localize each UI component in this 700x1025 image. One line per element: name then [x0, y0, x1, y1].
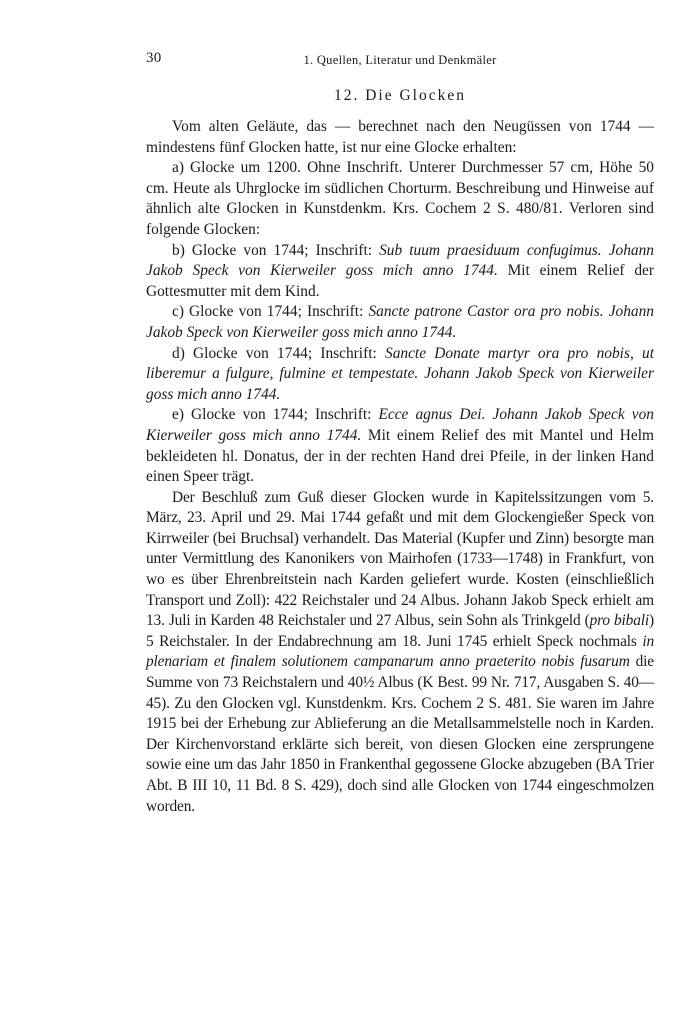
- paragraph-intro: Vom alten Geläute, das — berechnet nach den Neugüssen von 1744 — mindestens fünf Glocken hatte, ist nur eine Glocke erhalten:: [146, 118, 654, 156]
- inscription-e: Ecce agnus Dei. Johann Jakob Speck von Kierweiler goss mich anno 1744.: [146, 406, 655, 444]
- body-text: [146, 117, 654, 817]
- inscription-d: Sancte Donate martyr ora pro nobis, ut liberemur a fulgure, fulmine et tempestate. Johann Jakob Speck von Kierweiler goss mich anno 1744.: [146, 344, 654, 403]
- section-title: 12. Die Glocken: [333, 87, 466, 104]
- inscription-b: Sub tuum praesiduum confugimus. Johann Jakob Speck von Kierweiler goss mich anno 1744.: [146, 241, 654, 280]
- inscription-c: Sancte patrone Castor ora pro nobis. Johann Jakob Speck von Kierweiler goss mich anno 1744.: [146, 303, 654, 341]
- paragraph-bell-e: e) Glocke von 1744; Inschrift: Ecce agnus Dei. Johann Jakob Speck von Kierweiler goss mich anno 1744. Mit einem Relief des mit Mantel und Helm bekleideten hl. Donatus, der in der rechten Hand drei Pfeile, in der linken Hand einen Speer trägt.: [146, 406, 655, 486]
- paragraph-history: Der Beschluß zum Guß dieser Glocken wurde in Kapitelssitzungen vom 5. März, 23. April und 29. Mai 1744 gefaßt und mit dem Glockengießer Speck von Kirrweiler (bei Bruchsal) verhandelt. Das Material (Kupfer und Zinn) besorgte man unter Vermittlung des Kanonikers von Mairhofen (1733—1748) in Frankfurt, von wo es über Ehrenbreitstein nach Karden geliefert wurde. Kosten (einschließlich Transport und Zoll): 422 Reichstaler und 24 Albus. Johann Jakob Speck erhielt am 13. Juli in Karden 48 Reichstaler und 27 Albus, sein Sohn als Trinkgeld (pro bibali) 5 Reichstaler. In der Endabrechnung am 18. Juni 1745 erhielt Speck nochmals in plenariam et finalem solutionem campanarum anno praeterito nobis fusarum die Summe von 73 Reichstalern und 40½ Albus (K Best. 99 Nr. 717, Ausgaben S. 40—45). Zu den Glocken vgl. Kunstdenkm. Krs. Cochem 2 S. 481. Sie waren im Jahre 1915 bei der Erhebung zur Ablieferung an die Metallsammelstelle noch in Karden. Der Kirchenvorstand erklärte sich bereit, von diesen Glocken eine zersprungene sowie eine um das Jahr 1850 in Frankenthal gegossene Glocke abzugeben (BA Trier Abt. B III 10, 11 Bd. 8 S. 429), doch sind alle Glocken von 1744 eingeschmolzen worden.: [146, 488, 655, 815]
- page-number: 30: [146, 50, 162, 66]
- paragraph-bell-c: c) Glocke von 1744; Inschrift: Sancte patrone Castor ora pro nobis. Johann Jakob Speck von Kierweiler goss mich anno 1744.: [146, 303, 654, 341]
- paragraph-bell-b: b) Glocke von 1744; Inschrift: Sub tuum praesiduum confugimus. Johann Jakob Speck von Kierweiler goss mich anno 1744. Mit einem Relief der Gottesmutter mit dem Kind.: [146, 241, 654, 300]
- paragraph-bell-a: a) Glocke um 1200. Ohne Inschrift. Unterer Durchmesser 57 cm, Höhe 50 cm. Heute als Uhrglocke im südlichen Chorturm. Beschreibung und Hinweise auf ähnlich alte Glocken in Kunstdenkm. Krs. Cochem 2 S. 480/81. Verloren sind folgende Glocken:: [146, 159, 654, 238]
- latin-solutionem: in plenariam et finalem solutionem campanarum anno praeterito nobis fusarum: [146, 632, 654, 671]
- latin-pro-bibali: pro bibali: [589, 612, 650, 630]
- running-head: 1. Quellen, Literatur und Denkmäler: [303, 53, 497, 67]
- paragraph-bell-d: d) Glocke von 1744; Inschrift: Sancte Donate martyr ora pro nobis, ut liberemur a fulgure, fulmine et tempestate. Johann Jakob Speck von Kierweiler goss mich anno 1744.: [146, 344, 654, 403]
